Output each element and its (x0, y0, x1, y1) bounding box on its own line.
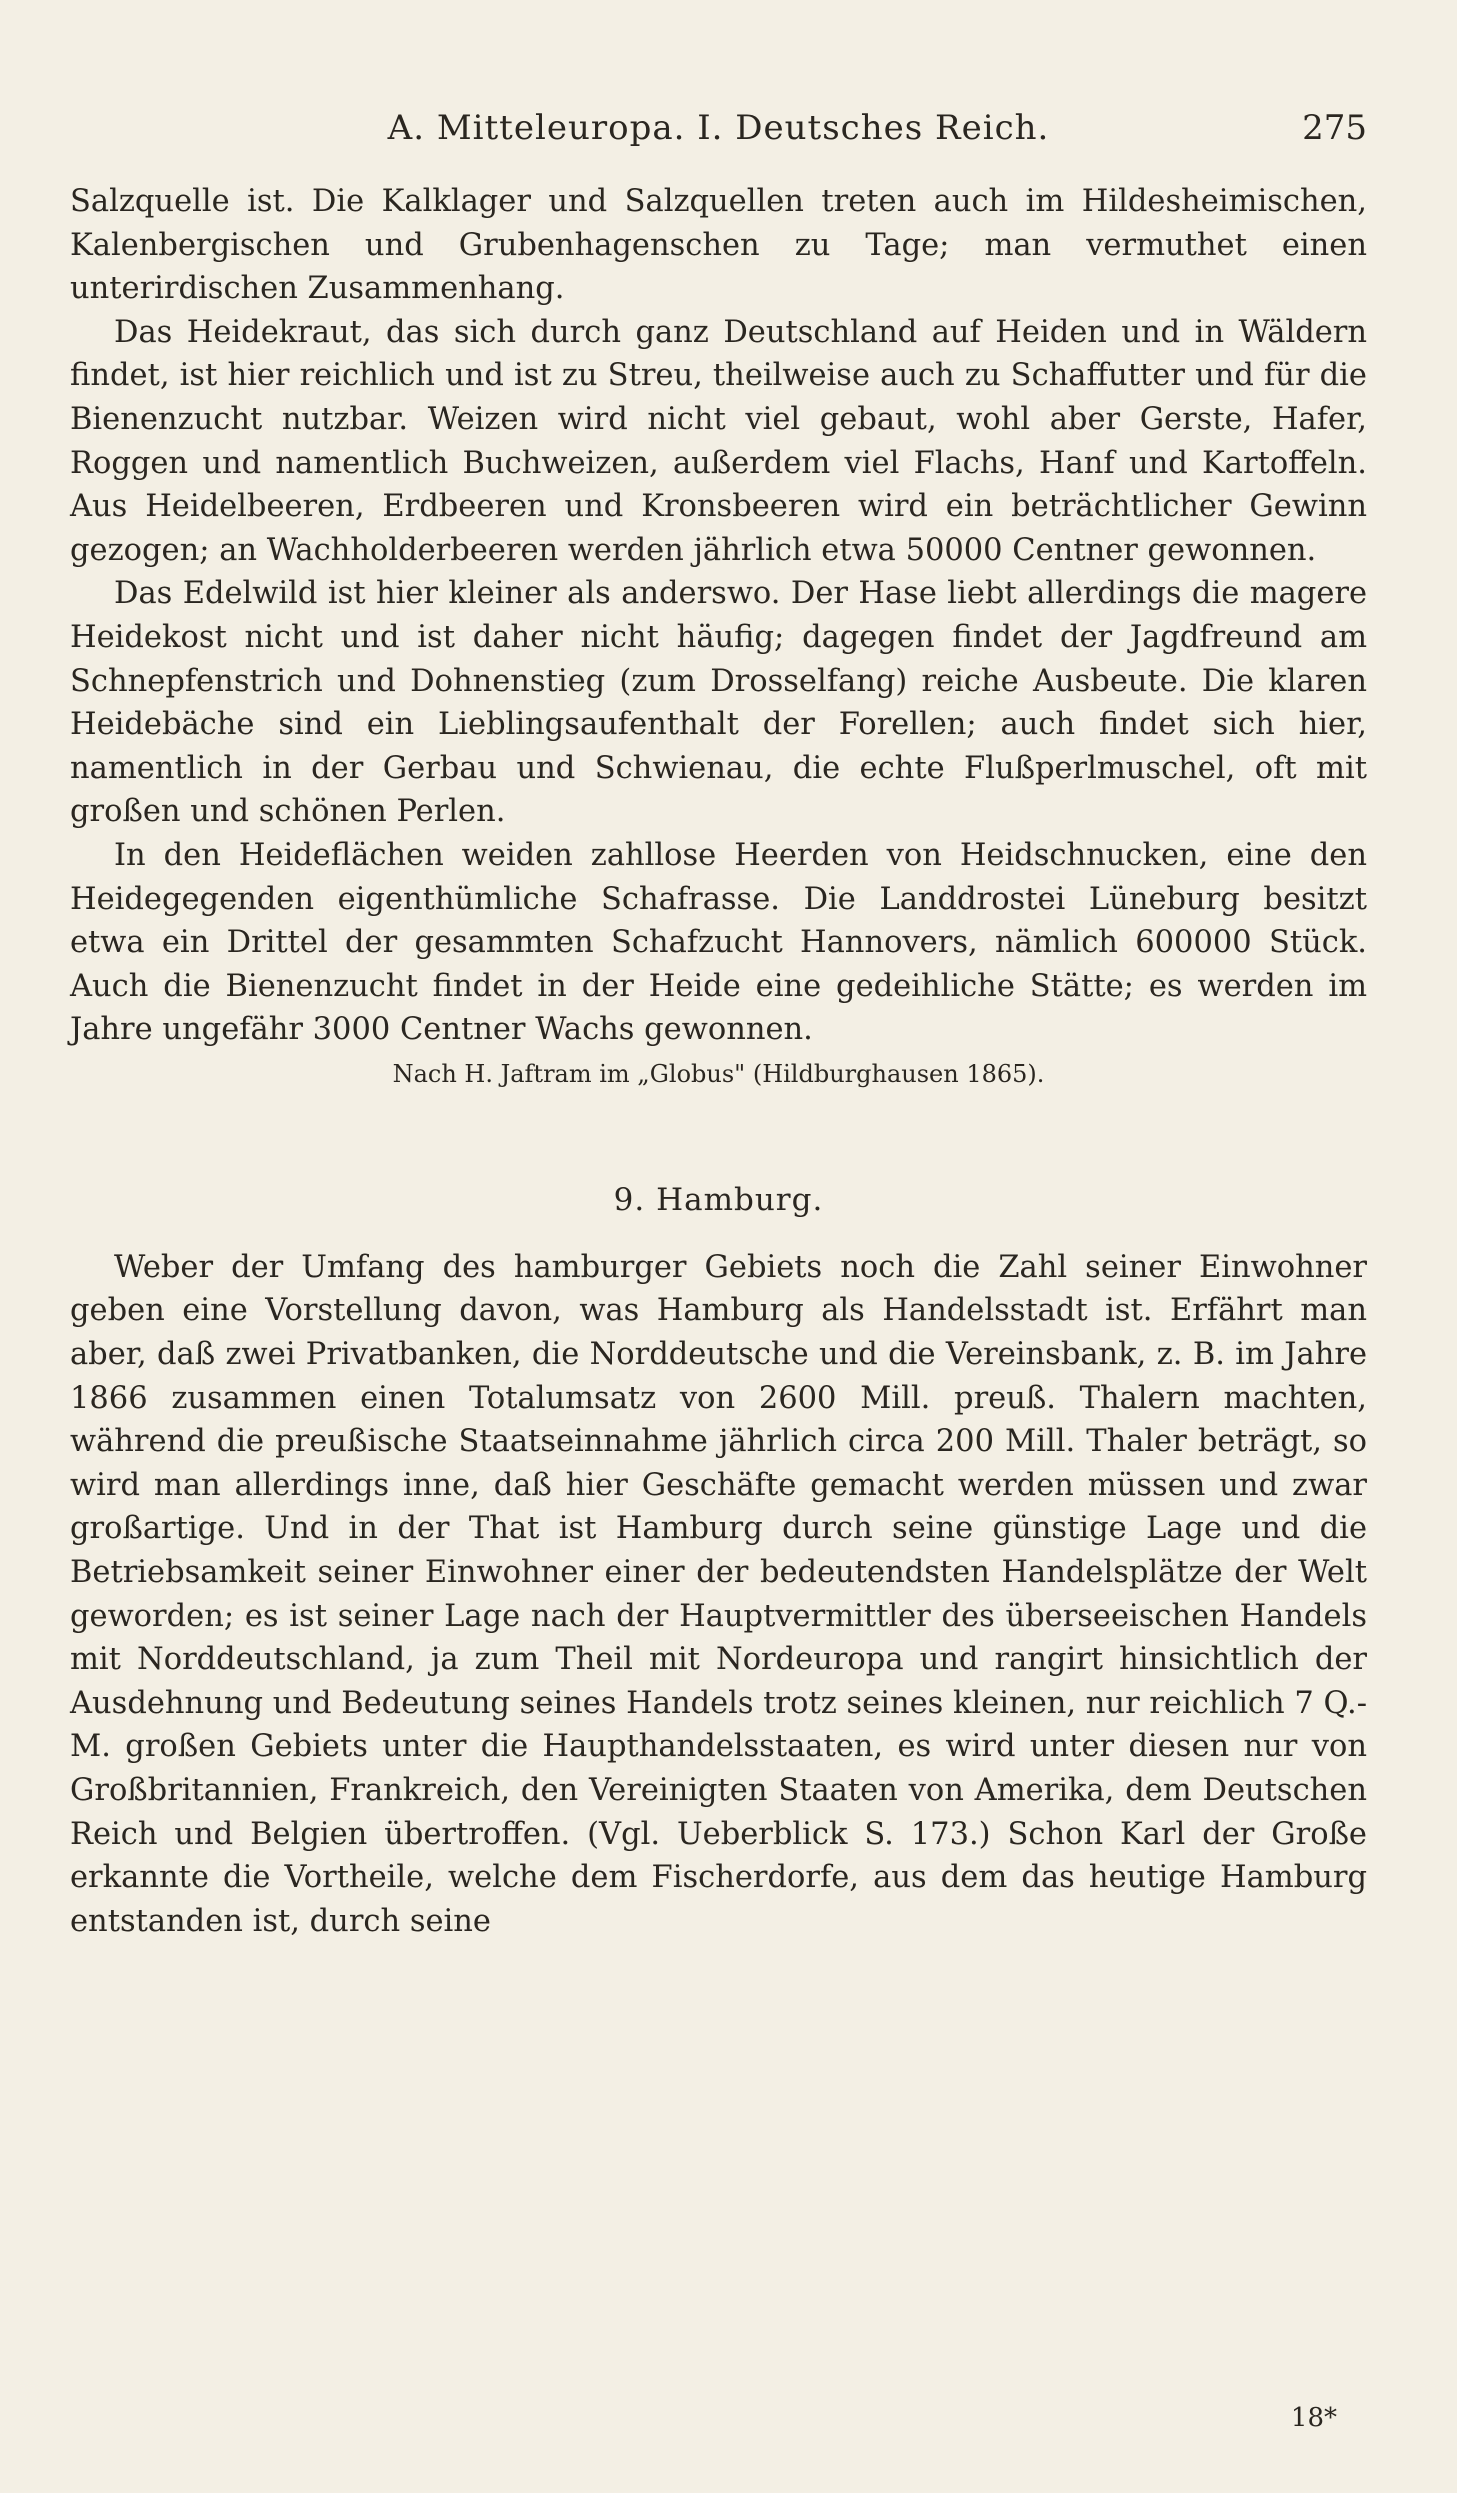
page-number: 275 (1302, 108, 1367, 148)
paragraph-hamburg: Weber der Umfang des hamburger Gebiets noch die Zahl seiner Einwohner geben eine Vorstellung davon, was Hamburg als Handelsstadt ist. Erfährt man aber, daß zwei Privatbanken, die Norddeutsche und die Vereinsbank, z. B. im Jahre 1866 zusammen einen Totalumsatz von 2600 Mill. preuß. Thalern machten, während die preußische Staatseinnahme jährlich circa 200 Mill. Thaler beträgt, so wird man allerdings inne, daß hier Geschäfte gemacht werden müssen und zwar großartige. Und in der That ist Hamburg durch seine günstige Lage und die Betriebsamkeit seiner Einwohner einer der bedeutendsten Handelsplätze der Welt geworden; es ist seiner Lage nach der Hauptvermittler des überseeischen Handels mit Norddeutschland, ja zum Theil mit Nordeuropa und rangirt hinsichtlich der Ausdehnung und Bedeutung seines Handels trotz seines kleinen, nur reichlich 7 Q.-M. großen Gebiets unter die Haupthandelsstaaten, es wird unter diesen nur von Großbritannien, Frankreich, den Vereinigten Staaten von Amerika, dem Deutschen Reich und Belgien übertroffen. (Vgl. Ueberblick S. 173.) Schon Karl der Große erkannte die Vortheile, welche dem Fischerdorfe, aus dem das heutige Hamburg entstanden ist, durch seine (70, 1249, 1367, 1939)
paragraph-edelwild: Das Edelwild ist hier kleiner als anderswo. Der Hase liebt allerdings die magere Heidekost nicht und ist daher nicht häufig; dagegen findet der Jagdfreund am Schnepfenstrich und Dohnenstieg (zum Drosselfang) reiche Ausbeute. Die klaren Heidebäche sind ein Lieblingsaufenthalt der Forellen; auch findet sich hier, namentlich in der Gerbau und Schwienau, die echte Flußperlmuschel, oft mit großen und schönen Perlen. (70, 576, 1367, 830)
paragraph-salzquelle: Salzquelle ist. Die Kalklager und Salzquellen treten auch im Hildesheimischen, Kalenbergischen und Grubenhagenschen zu Tage; man vermuthet einen unterirdischen Zusammenhang. (70, 184, 1367, 307)
paragraph-heideflaechen: In den Heideflächen weiden zahllose Heerden von Heidschnucken, eine den Heidegegenden eigenthümliche Schafrasse. Die Landdrostei Lüneburg besitzt etwa ein Drittel der gesammten Schafzucht Hannovers, nämlich 600000 Stück. Auch die Bienenzucht findet in der Heide eine gedeihliche Stätte; es werden im Jahre ungefähr 3000 Centner Wachs gewonnen. (70, 837, 1367, 1048)
page-header (70, 108, 1367, 148)
running-head: A. Mitteleuropa. I. Deutsches Reich. (387, 108, 1050, 148)
signature-mark: 18* (1290, 2403, 1337, 2433)
source-citation: Nach H. Jaftram im „Globus" (Hildburghausen 1865). (392, 1059, 1045, 1088)
paragraph-heidekraut: Das Heidekraut, das sich durch ganz Deutschland auf Heiden und in Wäldern findet, ist hier reichlich und ist zu Streu, theilweise auch zu Schaffutter und für die Bienenzucht nutzbar. Weizen wird nicht viel gebaut, wohl aber Gerste, Hafer, Roggen und namentlich Buchweizen, außerdem viel Flachs, Hanf und Kartoffeln. Aus Heidelbeeren, Erdbeeren und Kronsbeeren wird ein beträchtlicher Gewinn gezogen; an Wachholderbeeren werden jährlich etwa 50000 Centner gewonnen. (70, 314, 1367, 568)
body-text (70, 180, 1367, 1943)
section-heading-hamburg: 9. Hamburg. (613, 1181, 824, 1218)
